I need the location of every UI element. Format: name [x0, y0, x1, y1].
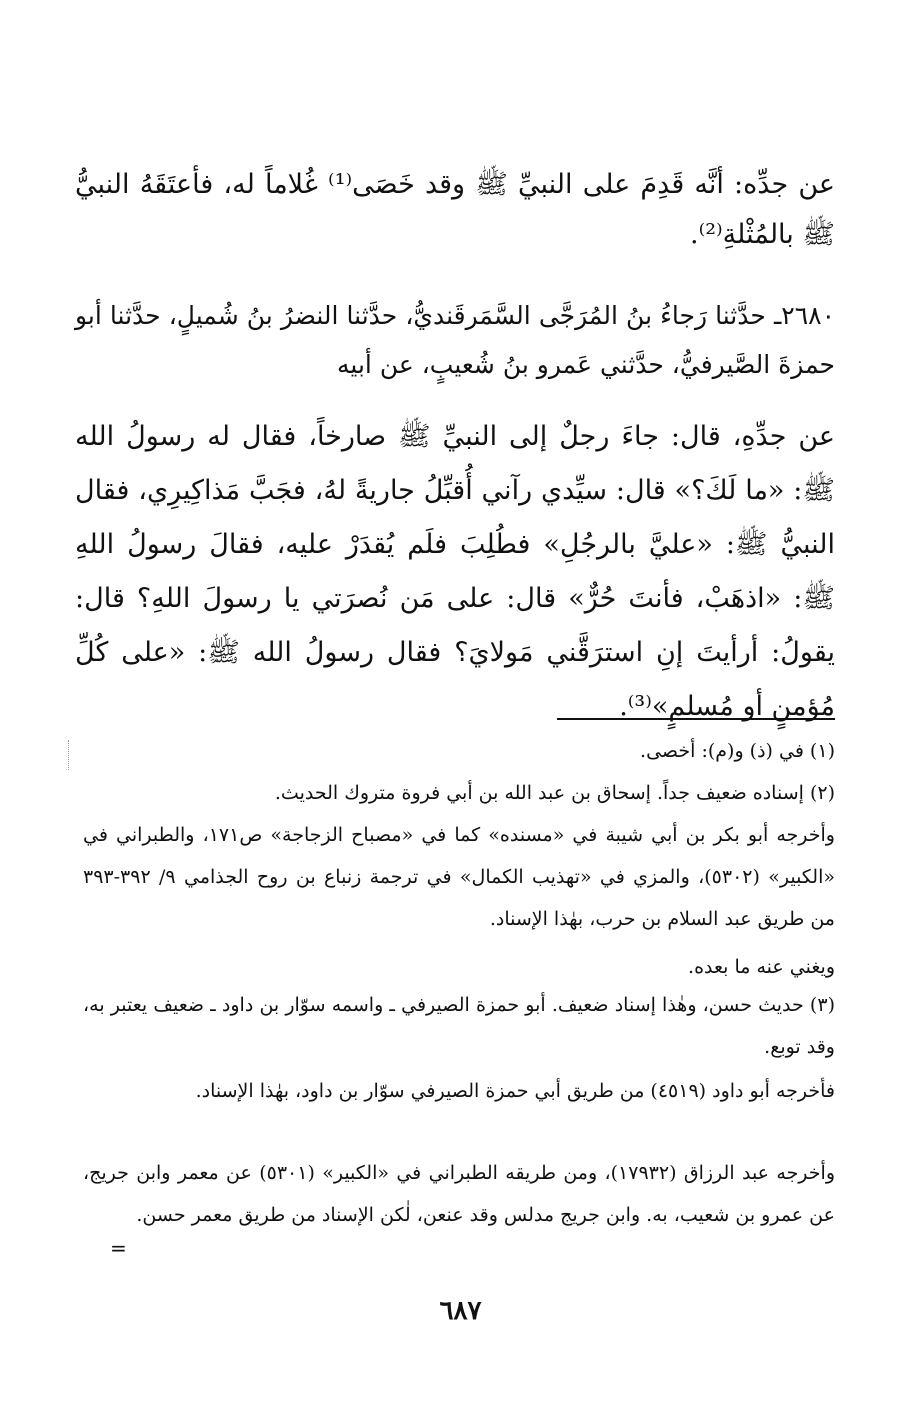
footnote-1: (١) في (ذ) و(م): أخصى.: [640, 740, 835, 762]
footnote-3-takhrij-1: فأخرجه أبو داود (٤٥١٩) من طريق أبي حمزة الصيرفي سوّار بن داود، بهٰذا الإسناد.: [195, 1080, 835, 1102]
hadith-paragraph-continuation: عن جدِّه: أنَّه قَدِمَ على النبيِّ ﷺ وقد خَصَى⁽¹⁾ غُلاماً له، فأعتَقَهُ النبيُّ ﷺ بالمُثْلةِ⁽²⁾.: [75, 169, 835, 250]
footnote-3: (٣) حديث حسن، وهٰذا إسناد ضعيف. أبو حمزة الصيرفي ـ واسمه سوّار بن داود ـ ضعيف يعتبر به، وقد توبع.: [83, 994, 835, 1058]
footnote-separator-line: [557, 718, 835, 720]
page-number: ٦٨٧: [439, 1296, 482, 1326]
footnote-2-takhrij: وأخرجه أبو بكر بن أبي شيبة في «مسنده» كما في «مصباح الزجاجة» ص١٧١، والطبراني في «الكبير» (٥٣٠٢)، والمزي في «تهذيب الكمال» في ترجمة زنباع بن روح الجذامي ٩/ ٣٩٢-٣٩٣ من طريق عبد السلام بن حرب، بهٰذا الإسناد.: [83, 824, 835, 930]
footnote-2: (٢) إسناده ضعيف جداً. إسحاق بن عبد الله بن أبي فروة متروك الحديث.: [274, 782, 835, 804]
footnote-2-note: ويغني عنه ما بعده.: [688, 956, 835, 978]
hadith-matn-2680: عن جدِّهِ، قال: جاءَ رجلٌ إلى النبيِّ ﷺ صارخاً، فقال له رسولُ الله ﷺ: «ما لَكَ؟» قال: سيِّدي رآني أُقبِّلُ جاريةً لهُ، فجَبَّ مَذاكِيرِي، فقال النبيُّ ﷺ: «عليَّ بالرجُلِ» فطُلِبَ فلَم يُقدَرْ عليه، فقالَ رسولُ اللهِ ﷺ: «اذهَبْ، فأنتَ حُرٌّ» قال: على مَن نُصرَتي يا رسولَ اللهِ؟ قال: يقولُ: أرأيتَ إنِ استرَقَّني مَولايَ؟ فقال رسولُ الله ﷺ: «على كُلِّ مُؤمنٍ أو مُسلمٍ»⁽³⁾.: [75, 421, 835, 722]
hadith-isnad-2680: ٢٦٨٠ـ حدَّثنا رَجاءُ بنُ المُرَجَّى السَّمَرقَنديُّ، حدَّثنا النضرُ بنُ شُميلٍ، حدَّثنا أبو حمزةَ الصَّيرفيُّ، حدَّثني عَمرو بنُ شُعيبٍ، عن أبيه: [75, 301, 835, 379]
margin-dots-decoration: [68, 740, 71, 770]
continuation-mark: =: [110, 1236, 127, 1260]
footnote-3-takhrij-2: وأخرجه عبد الرزاق (١٧٩٣٢)، ومن طريقه الطبراني في «الكبير» (٥٣٠١) عن معمر وابن جريج، عن عمرو بن شعيب، به. وابن جريج مدلس وقد عنعن، لٰكن الإسناد من طريق معمر حسن.: [83, 1162, 835, 1226]
